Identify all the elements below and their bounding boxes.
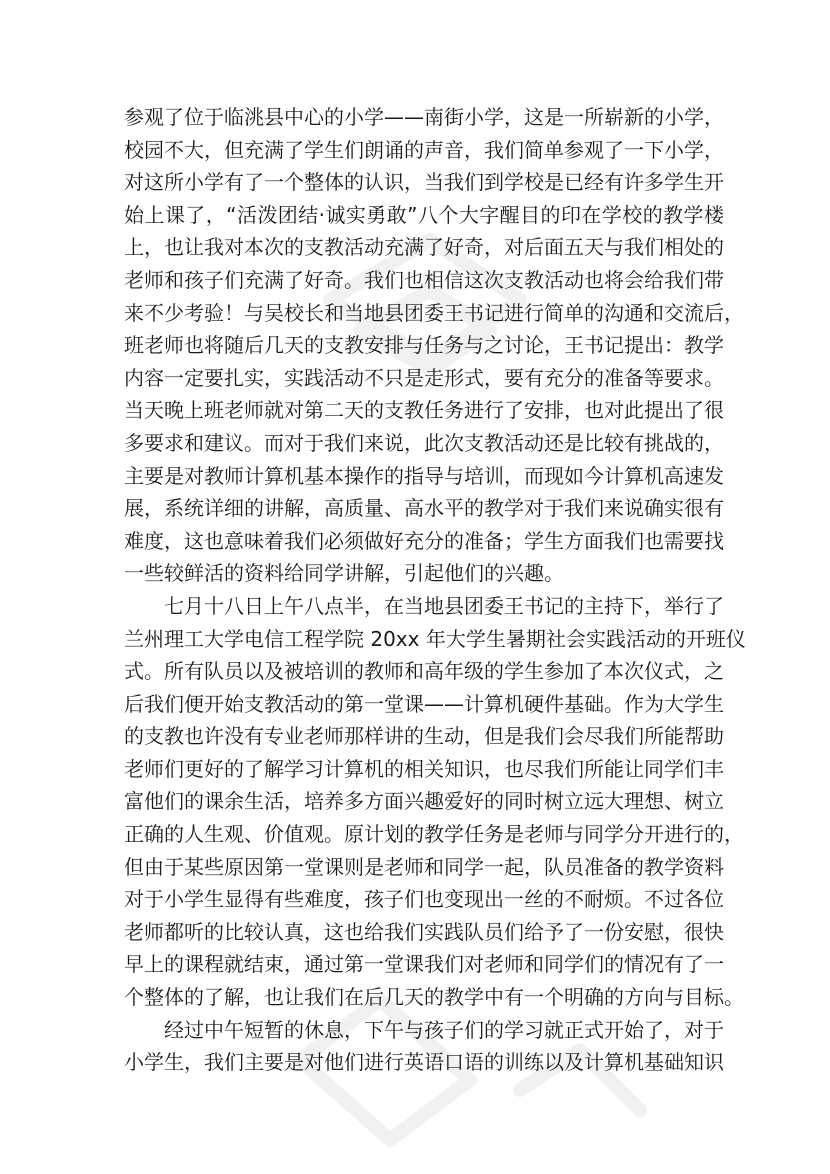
text-line: 内容一定要扎实，实践活动不只是走形式，要有充分的准备等要求。 (124, 365, 724, 390)
text-line: 来不少考验！与吴校长和当地县团委王书记进行简单的沟通和交流后， (124, 300, 744, 325)
text-line: 难度，这也意味着我们必须做好充分的准备；学生方面我们也需要找 (124, 528, 724, 553)
text-line: 式。所有队员以及被培训的教师和高年级的学生参加了本次仪式，之 (124, 659, 724, 684)
document-body (124, 101, 746, 1079)
text-line: 小学生，我们主要是对他们进行英语口语的训练以及计算机基础知识 (124, 1050, 724, 1075)
text-line: 但由于某些原因第一堂课则是老师和同学一起，队员准备的教学资料 (124, 854, 724, 879)
paragraph-2 (124, 590, 746, 1014)
text-line: 参观了位于临洮县中心的小学——南街小学，这是一所崭新的小学， (124, 105, 724, 129)
text-line: 富他们的课余生活，培养多方面兴趣爱好的同时树立远大理想、树立 (124, 789, 724, 814)
text-line: 七月十八日上午八点半，在当地县团委王书记的主持下，举行了 (164, 593, 724, 618)
text-line: 老师都听的比较认真，这也给我们实践队员们给予了一份安慰，很快 (124, 919, 724, 944)
text-line: 个整体的了解，也让我们在后几天的教学中有一个明确的方向与目标。 (124, 985, 744, 1010)
text-line: 的支教也许没有专业老师那样讲的生动，但是我们会尽我们所能帮助 (124, 724, 724, 749)
paragraph-3 (124, 1014, 724, 1079)
text-line: 对这所小学有了一个整体的认识，当我们到学校是已经有许多学生开 (124, 170, 724, 195)
text-line: 兰州理工大学电信工程学院 20xx 年大学生暑期社会实践活动的开班仪 (124, 626, 746, 651)
text-line: 校园不大，但充满了学生们朗诵的声音，我们简单参观了一下小学， (124, 137, 724, 162)
text-line: 正确的人生观、价值观。原计划的教学任务是老师与同学分开进行的， (124, 822, 744, 847)
text-line: 经过中午短暂的休息，下午与孩子们的学习就正式开始了，对于 (164, 1017, 724, 1042)
text-line: 一些较鲜活的资料给同学讲解，引起他们的兴趣。 (124, 561, 564, 586)
text-line: 始上课了，“活泼团结·诚实勇敢”八个大字醒目的印在学校的教学楼 (124, 202, 724, 227)
text-line: 老师和孩子们充满了好奇。我们也相信这次支教活动也将会给我们带 (124, 267, 724, 292)
text-line: 多要求和建议。而对于我们来说，此次支教活动还是比较有挑战的， (124, 430, 724, 455)
text-line: 老师们更好的了解学习计算机的相关知识，也尽我们所能让同学们丰 (124, 756, 724, 781)
text-line: 上，也让我对本次的支教活动充满了好奇，对后面五天与我们相处的 (124, 235, 724, 260)
paragraph-1 (124, 101, 744, 590)
text-line: 展，系统详细的讲解，高质量、高水平的教学对于我们来说确实很有 (124, 496, 724, 521)
text-line: 主要是对教师计算机基本操作的指导与培训，而现如今计算机高速发 (124, 463, 724, 488)
text-line: 班老师也将随后几天的支教安排与任务与之讨论，王书记提出：教学 (124, 333, 724, 358)
text-line: 早上的课程就结束，通过第一堂课我们对老师和同学们的情况有了一 (124, 952, 724, 977)
text-line: 当天晚上班老师就对第二天的支教任务进行了安排，也对此提出了很 (124, 398, 724, 423)
text-line: 后我们便开始支教活动的第一堂课——计算机硬件基础。作为大学生 (124, 691, 724, 716)
text-line: 对于小学生显得有些难度，孩子们也变现出一丝的不耐烦。不过各位 (124, 887, 724, 912)
